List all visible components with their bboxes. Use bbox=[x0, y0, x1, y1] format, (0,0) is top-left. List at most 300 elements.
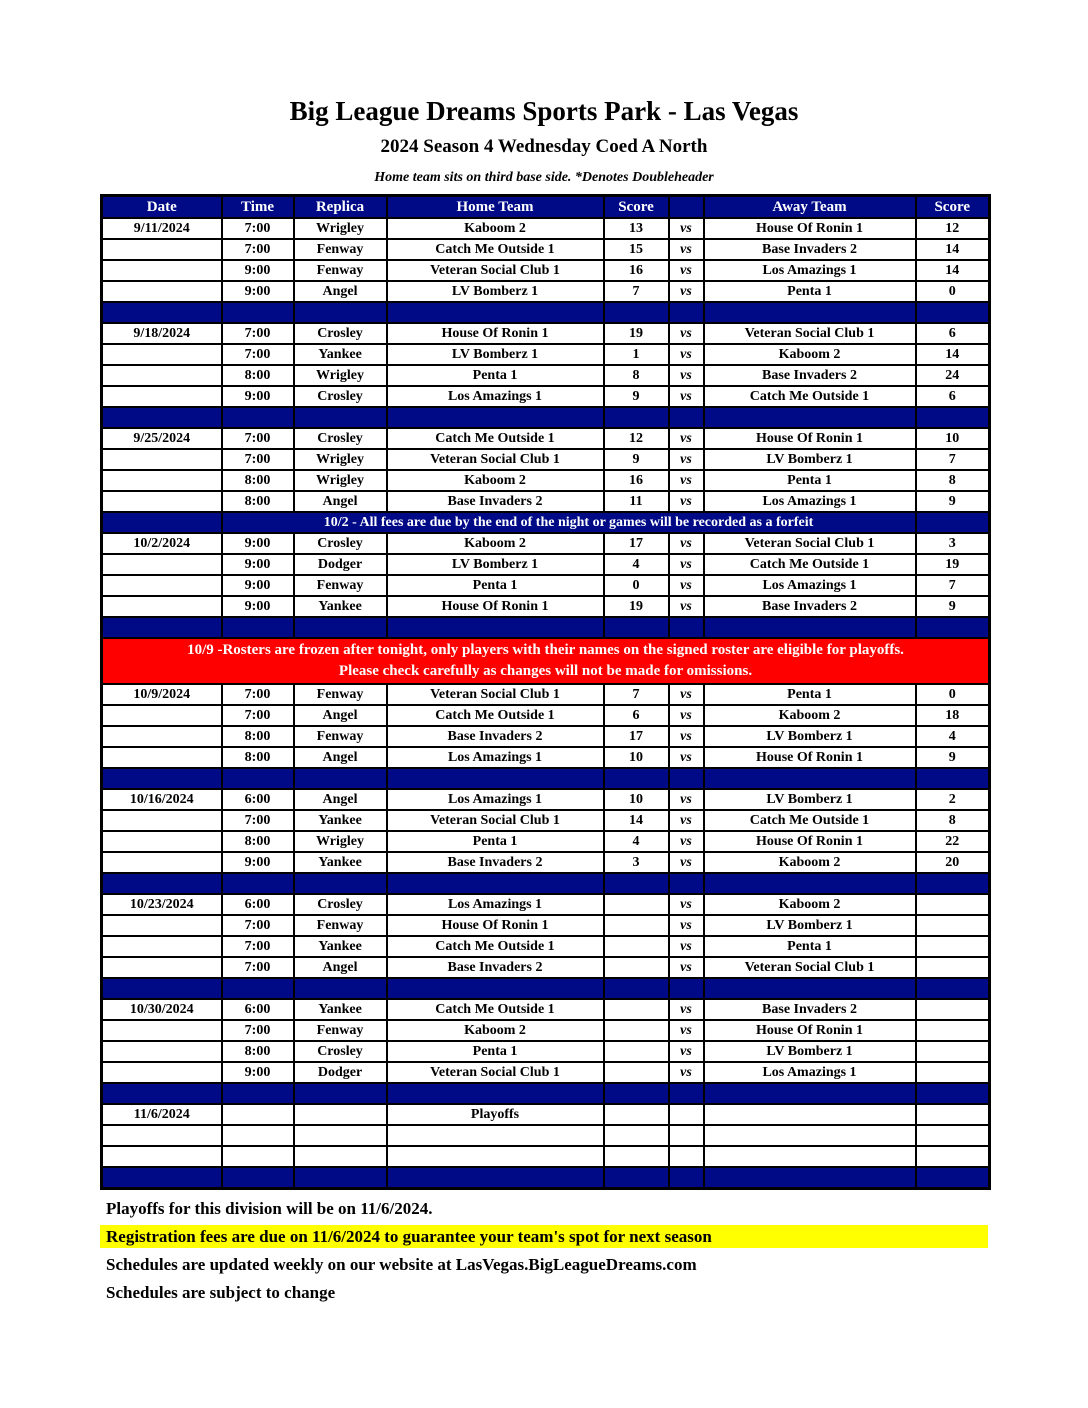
away-score-cell bbox=[916, 936, 990, 957]
date-cell bbox=[102, 344, 222, 365]
vs-cell bbox=[669, 1146, 704, 1167]
vs-cell bbox=[669, 1125, 704, 1146]
spacer-cell bbox=[704, 873, 916, 894]
home-team-cell: Kaboom 2 bbox=[387, 533, 604, 554]
home-team-cell: Catch Me Outside 1 bbox=[387, 936, 604, 957]
away-score-cell: 4 bbox=[916, 726, 990, 747]
date-cell: 10/9/2024 bbox=[102, 684, 222, 705]
away-team-cell: Veteran Social Club 1 bbox=[704, 957, 916, 978]
spacer-cell bbox=[294, 407, 387, 428]
home-score-cell: 16 bbox=[604, 260, 669, 281]
spacer-cell bbox=[102, 978, 222, 999]
replica-cell: Wrigley bbox=[294, 470, 387, 491]
vs-cell: vs bbox=[669, 936, 704, 957]
spacer-cell bbox=[604, 617, 669, 638]
spacer-cell bbox=[704, 302, 916, 323]
time-cell: 9:00 bbox=[222, 852, 294, 873]
date-cell bbox=[102, 957, 222, 978]
away-score-cell: 7 bbox=[916, 575, 990, 596]
spacer-row bbox=[102, 1167, 990, 1189]
away-team-cell: Los Amazings 1 bbox=[704, 575, 916, 596]
replica-cell: Crosley bbox=[294, 323, 387, 344]
away-team-cell: Penta 1 bbox=[704, 684, 916, 705]
spacer-cell bbox=[387, 617, 604, 638]
vs-cell: vs bbox=[669, 449, 704, 470]
game-row bbox=[102, 1146, 990, 1167]
home-team-cell: Catch Me Outside 1 bbox=[387, 705, 604, 726]
home-score-cell: 11 bbox=[604, 491, 669, 512]
game-row bbox=[102, 747, 990, 768]
away-score-cell bbox=[916, 957, 990, 978]
date-cell bbox=[102, 260, 222, 281]
home-score-cell: 6 bbox=[604, 705, 669, 726]
away-score-cell bbox=[916, 1125, 990, 1146]
roster-banner-row bbox=[102, 638, 990, 684]
home-score-cell: 15 bbox=[604, 239, 669, 260]
replica-cell: Crosley bbox=[294, 894, 387, 915]
home-score-cell: 4 bbox=[604, 554, 669, 575]
spacer-cell bbox=[604, 407, 669, 428]
spacer-cell bbox=[669, 407, 704, 428]
home-score-cell: 4 bbox=[604, 831, 669, 852]
game-row bbox=[102, 596, 990, 617]
spacer-cell bbox=[222, 978, 294, 999]
away-team-cell bbox=[704, 1104, 916, 1125]
vs-cell: vs bbox=[669, 705, 704, 726]
time-cell: 7:00 bbox=[222, 684, 294, 705]
away-team-cell: Los Amazings 1 bbox=[704, 1062, 916, 1083]
header-vs bbox=[669, 196, 704, 219]
replica-cell: Fenway bbox=[294, 575, 387, 596]
spacer-cell bbox=[604, 1167, 669, 1189]
home-team-cell: Kaboom 2 bbox=[387, 470, 604, 491]
game-row bbox=[102, 1125, 990, 1146]
schedule-table bbox=[100, 194, 991, 1190]
home-team-cell: LV Bomberz 1 bbox=[387, 554, 604, 575]
page-title: Big League Dreams Sports Park - Las Vegas bbox=[289, 96, 799, 126]
vs-cell: vs bbox=[669, 575, 704, 596]
spacer-cell bbox=[294, 873, 387, 894]
vs-cell: vs bbox=[669, 1041, 704, 1062]
spacer-row bbox=[102, 873, 990, 894]
date-cell: 9/11/2024 bbox=[102, 218, 222, 239]
game-row bbox=[102, 428, 990, 449]
away-team-cell: House Of Ronin 1 bbox=[704, 747, 916, 768]
roster-banner-text bbox=[102, 638, 990, 684]
vs-cell: vs bbox=[669, 554, 704, 575]
replica-cell: Wrigley bbox=[294, 365, 387, 386]
time-cell bbox=[222, 1104, 294, 1125]
vs-cell: vs bbox=[669, 281, 704, 302]
away-team-cell: Catch Me Outside 1 bbox=[704, 554, 916, 575]
date-cell: 10/16/2024 bbox=[102, 789, 222, 810]
home-score-cell bbox=[604, 894, 669, 915]
away-score-cell: 3 bbox=[916, 533, 990, 554]
away-score-cell bbox=[916, 999, 990, 1020]
away-team-cell: Catch Me Outside 1 bbox=[704, 386, 916, 407]
spacer-cell bbox=[604, 1083, 669, 1104]
header-date: Date bbox=[102, 196, 222, 219]
away-team-cell: Base Invaders 2 bbox=[704, 365, 916, 386]
vs-cell: vs bbox=[669, 999, 704, 1020]
home-score-cell: 7 bbox=[604, 281, 669, 302]
replica-cell: Yankee bbox=[294, 999, 387, 1020]
time-cell: 9:00 bbox=[222, 386, 294, 407]
time-cell: 9:00 bbox=[222, 554, 294, 575]
replica-cell: Fenway bbox=[294, 684, 387, 705]
spacer-cell bbox=[294, 1167, 387, 1189]
away-score-cell: 9 bbox=[916, 491, 990, 512]
replica-cell: Fenway bbox=[294, 239, 387, 260]
time-cell: 7:00 bbox=[222, 428, 294, 449]
game-row bbox=[102, 894, 990, 915]
footer-subject-note: Schedules are subject to change bbox=[106, 1283, 336, 1302]
away-team-cell: House Of Ronin 1 bbox=[704, 428, 916, 449]
away-score-cell: 0 bbox=[916, 281, 990, 302]
spacer-row bbox=[102, 768, 990, 789]
game-row bbox=[102, 386, 990, 407]
away-team-cell: Penta 1 bbox=[704, 470, 916, 491]
time-cell: 7:00 bbox=[222, 957, 294, 978]
game-row bbox=[102, 239, 990, 260]
away-score-cell bbox=[916, 915, 990, 936]
home-score-cell bbox=[604, 1146, 669, 1167]
home-score-cell bbox=[604, 957, 669, 978]
time-cell: 7:00 bbox=[222, 323, 294, 344]
spacer-cell bbox=[604, 978, 669, 999]
game-row bbox=[102, 1062, 990, 1083]
header-time: Time bbox=[222, 196, 294, 219]
time-cell: 7:00 bbox=[222, 344, 294, 365]
replica-cell: Yankee bbox=[294, 344, 387, 365]
time-cell: 8:00 bbox=[222, 726, 294, 747]
spacer-cell bbox=[916, 978, 990, 999]
replica-cell: Fenway bbox=[294, 260, 387, 281]
home-team-cell: Veteran Social Club 1 bbox=[387, 260, 604, 281]
away-score-cell: 9 bbox=[916, 596, 990, 617]
spacer-cell bbox=[294, 617, 387, 638]
game-row bbox=[102, 218, 990, 239]
spacer-row bbox=[102, 302, 990, 323]
home-score-cell bbox=[604, 936, 669, 957]
home-score-cell: 17 bbox=[604, 726, 669, 747]
date-cell: 9/25/2024 bbox=[102, 428, 222, 449]
game-row bbox=[102, 575, 990, 596]
away-score-cell bbox=[916, 1104, 990, 1125]
date-cell bbox=[102, 1146, 222, 1167]
home-team-cell: LV Bomberz 1 bbox=[387, 281, 604, 302]
game-row bbox=[102, 915, 990, 936]
away-team-cell bbox=[704, 1125, 916, 1146]
away-team-cell: House Of Ronin 1 bbox=[704, 218, 916, 239]
date-cell bbox=[102, 365, 222, 386]
spacer-cell bbox=[916, 1167, 990, 1189]
fees-banner-text: 10/2 - All fees are due by the end of the night or games will be recorded as a forfeit bbox=[222, 512, 916, 533]
spacer-cell bbox=[916, 617, 990, 638]
game-row bbox=[102, 260, 990, 281]
fees-banner-row bbox=[102, 512, 990, 533]
spacer-cell bbox=[669, 768, 704, 789]
home-team-cell: Catch Me Outside 1 bbox=[387, 239, 604, 260]
time-cell: 7:00 bbox=[222, 449, 294, 470]
home-team-cell: Playoffs bbox=[387, 1104, 604, 1125]
date-cell bbox=[102, 852, 222, 873]
replica-cell: Wrigley bbox=[294, 218, 387, 239]
away-team-cell: LV Bomberz 1 bbox=[704, 915, 916, 936]
date-cell bbox=[102, 705, 222, 726]
game-row bbox=[102, 789, 990, 810]
time-cell: 6:00 bbox=[222, 894, 294, 915]
spacer-cell bbox=[604, 873, 669, 894]
replica-cell: Crosley bbox=[294, 1041, 387, 1062]
game-row bbox=[102, 365, 990, 386]
game-row bbox=[102, 1104, 990, 1125]
time-cell: 8:00 bbox=[222, 1041, 294, 1062]
away-score-cell bbox=[916, 1146, 990, 1167]
spacer-cell bbox=[102, 617, 222, 638]
vs-cell: vs bbox=[669, 852, 704, 873]
away-score-cell: 14 bbox=[916, 239, 990, 260]
replica-cell: Crosley bbox=[294, 386, 387, 407]
spacer-cell bbox=[669, 1083, 704, 1104]
home-score-cell: 13 bbox=[604, 218, 669, 239]
replica-cell: Crosley bbox=[294, 533, 387, 554]
home-score-cell: 17 bbox=[604, 533, 669, 554]
date-cell: 10/23/2024 bbox=[102, 894, 222, 915]
away-team-cell: Catch Me Outside 1 bbox=[704, 810, 916, 831]
spacer-cell bbox=[387, 302, 604, 323]
spacer-cell bbox=[102, 407, 222, 428]
date-cell bbox=[102, 449, 222, 470]
spacer-cell bbox=[916, 1083, 990, 1104]
footer-website-note: Schedules are updated weekly on our website at LasVegas.BigLeagueDreams.com bbox=[106, 1255, 697, 1274]
banner-left-cell bbox=[102, 512, 222, 533]
home-team-cell: Kaboom 2 bbox=[387, 1020, 604, 1041]
replica-cell: Wrigley bbox=[294, 831, 387, 852]
schedule-sheet bbox=[100, 0, 988, 1304]
date-cell bbox=[102, 915, 222, 936]
replica-cell: Yankee bbox=[294, 810, 387, 831]
spacer-cell bbox=[916, 407, 990, 428]
game-row bbox=[102, 936, 990, 957]
game-row bbox=[102, 281, 990, 302]
date-cell bbox=[102, 810, 222, 831]
date-cell: 10/30/2024 bbox=[102, 999, 222, 1020]
home-team-cell: Kaboom 2 bbox=[387, 218, 604, 239]
replica-cell bbox=[294, 1104, 387, 1125]
home-score-cell: 12 bbox=[604, 428, 669, 449]
date-cell bbox=[102, 1125, 222, 1146]
time-cell: 9:00 bbox=[222, 1062, 294, 1083]
spacer-cell bbox=[387, 1083, 604, 1104]
replica-cell: Angel bbox=[294, 747, 387, 768]
replica-cell: Crosley bbox=[294, 428, 387, 449]
replica-cell: Dodger bbox=[294, 554, 387, 575]
game-row bbox=[102, 999, 990, 1020]
spacer-cell bbox=[294, 1083, 387, 1104]
home-score-cell: 14 bbox=[604, 810, 669, 831]
home-team-cell bbox=[387, 1146, 604, 1167]
date-cell bbox=[102, 831, 222, 852]
home-team-cell: House Of Ronin 1 bbox=[387, 596, 604, 617]
home-team-cell: LV Bomberz 1 bbox=[387, 344, 604, 365]
home-score-cell: 10 bbox=[604, 747, 669, 768]
spacer-cell bbox=[387, 873, 604, 894]
home-team-cell: Penta 1 bbox=[387, 365, 604, 386]
home-team-cell: Penta 1 bbox=[387, 831, 604, 852]
date-cell bbox=[102, 575, 222, 596]
away-score-cell bbox=[916, 894, 990, 915]
home-team-note: Home team sits on third base side. *Denotes Doubleheader bbox=[374, 170, 714, 185]
away-score-cell bbox=[916, 1041, 990, 1062]
home-team-cell: Veteran Social Club 1 bbox=[387, 1062, 604, 1083]
away-team-cell: LV Bomberz 1 bbox=[704, 449, 916, 470]
footer-playoffs-note: Playoffs for this division will be on 11/6/2024. bbox=[106, 1199, 433, 1218]
time-cell bbox=[222, 1125, 294, 1146]
replica-cell: Dodger bbox=[294, 1062, 387, 1083]
spacer-cell bbox=[222, 873, 294, 894]
game-row bbox=[102, 684, 990, 705]
spacer-row bbox=[102, 978, 990, 999]
time-cell: 7:00 bbox=[222, 218, 294, 239]
date-cell bbox=[102, 936, 222, 957]
home-team-cell: Los Amazings 1 bbox=[387, 789, 604, 810]
date-cell bbox=[102, 554, 222, 575]
home-score-cell: 3 bbox=[604, 852, 669, 873]
page-subtitle: 2024 Season 4 Wednesday Coed A North bbox=[380, 136, 708, 157]
spacer-cell bbox=[222, 302, 294, 323]
home-score-cell bbox=[604, 1020, 669, 1041]
time-cell: 7:00 bbox=[222, 936, 294, 957]
home-score-cell: 0 bbox=[604, 575, 669, 596]
away-team-cell: House Of Ronin 1 bbox=[704, 831, 916, 852]
time-cell: 8:00 bbox=[222, 747, 294, 768]
home-score-cell: 19 bbox=[604, 596, 669, 617]
away-team-cell: Penta 1 bbox=[704, 281, 916, 302]
spacer-cell bbox=[669, 302, 704, 323]
game-row bbox=[102, 705, 990, 726]
away-score-cell: 2 bbox=[916, 789, 990, 810]
away-team-cell: Veteran Social Club 1 bbox=[704, 533, 916, 554]
vs-cell: vs bbox=[669, 957, 704, 978]
away-score-cell: 8 bbox=[916, 470, 990, 491]
home-score-cell bbox=[604, 1125, 669, 1146]
home-score-cell: 10 bbox=[604, 789, 669, 810]
home-score-cell: 16 bbox=[604, 470, 669, 491]
header-away-score: Score bbox=[916, 196, 990, 219]
spacer-cell bbox=[102, 302, 222, 323]
home-score-cell bbox=[604, 915, 669, 936]
replica-cell: Angel bbox=[294, 491, 387, 512]
home-score-cell bbox=[604, 999, 669, 1020]
spacer-cell bbox=[916, 768, 990, 789]
away-score-cell: 22 bbox=[916, 831, 990, 852]
away-score-cell: 18 bbox=[916, 705, 990, 726]
vs-cell: vs bbox=[669, 386, 704, 407]
date-cell bbox=[102, 1041, 222, 1062]
time-cell: 8:00 bbox=[222, 365, 294, 386]
spacer-cell bbox=[704, 1167, 916, 1189]
home-team-cell: Los Amazings 1 bbox=[387, 894, 604, 915]
spacer-cell bbox=[387, 407, 604, 428]
vs-cell: vs bbox=[669, 344, 704, 365]
roster-banner-line: Please check carefully as changes will not be made for omissions. bbox=[338, 663, 753, 679]
spacer-cell bbox=[704, 617, 916, 638]
replica-cell: Angel bbox=[294, 957, 387, 978]
away-score-cell: 9 bbox=[916, 747, 990, 768]
away-team-cell: LV Bomberz 1 bbox=[704, 789, 916, 810]
away-score-cell: 6 bbox=[916, 323, 990, 344]
game-row bbox=[102, 852, 990, 873]
away-team-cell: Base Invaders 2 bbox=[704, 239, 916, 260]
away-team-cell: Los Amazings 1 bbox=[704, 260, 916, 281]
spacer-cell bbox=[222, 1167, 294, 1189]
away-team-cell bbox=[704, 1146, 916, 1167]
time-cell: 8:00 bbox=[222, 491, 294, 512]
time-cell: 6:00 bbox=[222, 999, 294, 1020]
away-team-cell: Kaboom 2 bbox=[704, 852, 916, 873]
date-cell bbox=[102, 386, 222, 407]
spacer-cell bbox=[387, 978, 604, 999]
away-score-cell: 14 bbox=[916, 260, 990, 281]
vs-cell: vs bbox=[669, 726, 704, 747]
home-score-cell: 19 bbox=[604, 323, 669, 344]
replica-cell: Fenway bbox=[294, 726, 387, 747]
replica-cell: Angel bbox=[294, 281, 387, 302]
home-score-cell bbox=[604, 1104, 669, 1125]
spacer-cell bbox=[102, 1083, 222, 1104]
home-team-cell: Penta 1 bbox=[387, 1041, 604, 1062]
spacer-cell bbox=[222, 617, 294, 638]
replica-cell: Fenway bbox=[294, 1020, 387, 1041]
time-cell: 7:00 bbox=[222, 915, 294, 936]
header-home-team: Home Team bbox=[387, 196, 604, 219]
home-team-cell: House Of Ronin 1 bbox=[387, 323, 604, 344]
spacer-cell bbox=[294, 302, 387, 323]
game-row bbox=[102, 470, 990, 491]
game-row bbox=[102, 810, 990, 831]
away-team-cell: Kaboom 2 bbox=[704, 344, 916, 365]
date-cell bbox=[102, 239, 222, 260]
table-header-row bbox=[102, 196, 990, 219]
away-score-cell: 8 bbox=[916, 810, 990, 831]
replica-cell: Yankee bbox=[294, 596, 387, 617]
time-cell: 9:00 bbox=[222, 260, 294, 281]
spacer-cell bbox=[387, 1167, 604, 1189]
vs-cell bbox=[669, 1104, 704, 1125]
spacer-cell bbox=[102, 1167, 222, 1189]
date-cell bbox=[102, 747, 222, 768]
vs-cell: vs bbox=[669, 747, 704, 768]
game-row bbox=[102, 831, 990, 852]
home-team-cell: Veteran Social Club 1 bbox=[387, 810, 604, 831]
time-cell: 7:00 bbox=[222, 1020, 294, 1041]
time-cell: 7:00 bbox=[222, 810, 294, 831]
time-cell: 7:00 bbox=[222, 705, 294, 726]
time-cell: 8:00 bbox=[222, 470, 294, 491]
away-team-cell: LV Bomberz 1 bbox=[704, 1041, 916, 1062]
game-row bbox=[102, 449, 990, 470]
game-row bbox=[102, 344, 990, 365]
home-score-cell bbox=[604, 1041, 669, 1062]
home-team-cell: Veteran Social Club 1 bbox=[387, 684, 604, 705]
date-cell: 10/2/2024 bbox=[102, 533, 222, 554]
vs-cell: vs bbox=[669, 684, 704, 705]
vs-cell: vs bbox=[669, 239, 704, 260]
spacer-cell bbox=[387, 768, 604, 789]
home-team-cell: Catch Me Outside 1 bbox=[387, 999, 604, 1020]
away-team-cell: Kaboom 2 bbox=[704, 894, 916, 915]
